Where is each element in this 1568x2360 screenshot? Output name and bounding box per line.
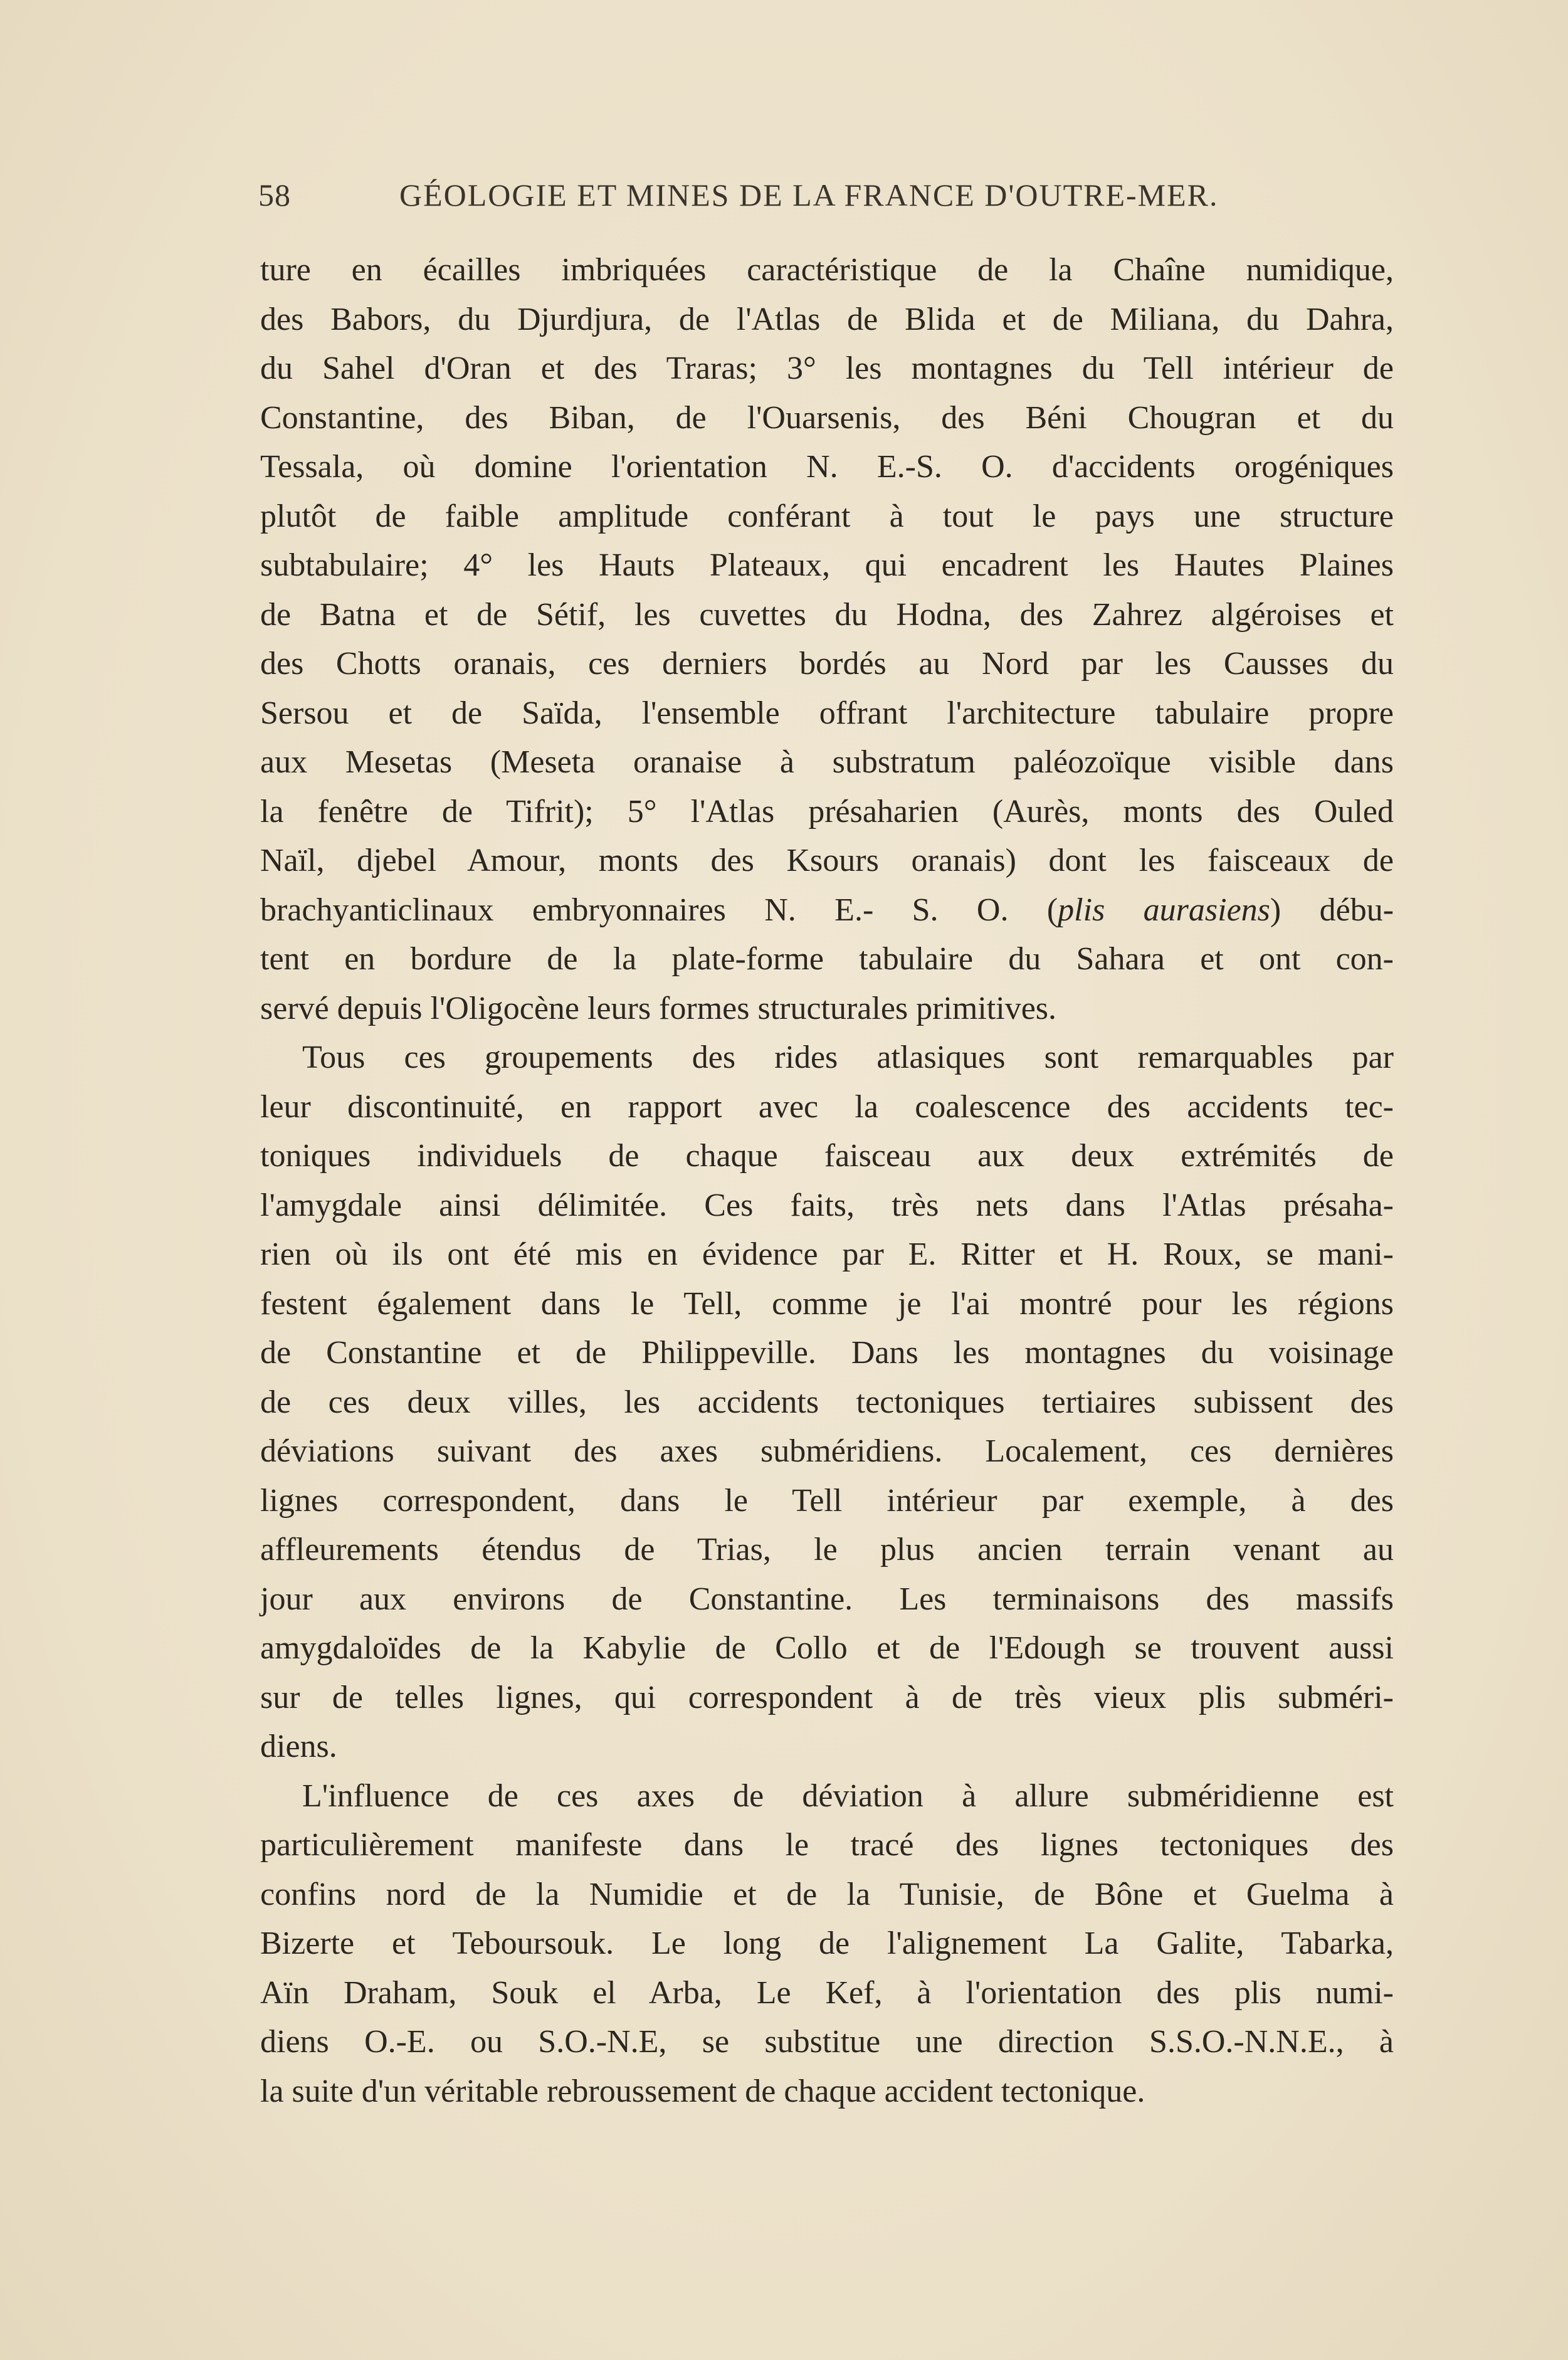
text-line: Tous ces groupements des rides atlasiques sont remarquables par: [302, 1040, 1394, 1075]
text-line: Sersou et de Saïda, l'ensemble offrant l'architecture tabulaire propre: [260, 695, 1394, 731]
text-line: des Chotts oranais, ces derniers bordés au Nord par les Causses du: [260, 646, 1394, 682]
text-line: de Constantine et de Philippeville. Dans les montagnes du voisinage: [260, 1335, 1394, 1371]
text-line: toniques individuels de chaque faisceau aux deux extrémités de: [260, 1138, 1394, 1174]
text-line: Tessala, où domine l'orientation N. E.-S. O. d'accidents orogéniques: [260, 449, 1394, 485]
paragraph: [260, 246, 1394, 1033]
text-line: amygdaloïdes de la Kabylie de Collo et de l'Edough se trouvent aussi: [260, 1630, 1394, 1666]
text-line: tent en bordure de la plate-forme tabulaire du Sahara et ont con-: [260, 941, 1394, 977]
running-header: [258, 177, 1236, 221]
text-line: aux Mesetas (Meseta oranaise à substratum paléozoïque visible dans: [260, 744, 1394, 780]
text-line: leur discontinuité, en rapport avec la coalescence des accidents tec-: [260, 1088, 1394, 1125]
text-line: rien où ils ont été mis en évidence par E. Ritter et H. Roux, se mani-: [260, 1236, 1394, 1272]
text-line: Naïl, djebel Amour, monts des Ksours oranais) dont les faisceaux de: [260, 843, 1394, 878]
text-line: l'amygdale ainsi délimitée. Ces faits, très nets dans l'Atlas présaha-: [260, 1187, 1394, 1223]
text-line: de ces deux villes, les accidents tectoniques tertiaires subissent des: [260, 1384, 1394, 1420]
text-line: diens O.-E. ou S.O.-N.E, se substitue une direction S.S.O.-N.N.E., à: [260, 2024, 1394, 2060]
text-line: lignes correspondent, dans le Tell intérieur par exemple, à des: [260, 1482, 1394, 1519]
text-line: subtabulaire; 4° les Hauts Plateaux, qui encadrent les Hautes Plaines: [260, 547, 1394, 583]
page-number: 58: [258, 177, 291, 213]
text-line: particulièrement manifeste dans le tracé des lignes tectoniques des: [260, 1827, 1394, 1863]
text-line: ture en écailles imbriquées caractéristique de la Chaîne numidique,: [260, 252, 1394, 288]
italic-term: plis aurasiens: [1058, 892, 1270, 928]
running-title: GÉOLOGIE ET MINES DE LA FRANCE D'OUTRE-MER.: [399, 177, 1219, 213]
text-line: plutôt de faible amplitude conférant à tout le pays une structure: [260, 498, 1394, 534]
text-line: sur de telles lignes, qui correspondent à de très vieux plis subméri-: [260, 1679, 1394, 1715]
text-line: du Sahel d'Oran et des Traras; 3° les montagnes du Tell intérieur de: [260, 350, 1394, 386]
text-line: Constantine, des Biban, de l'Ouarsenis, des Béni Chougran et du: [260, 399, 1394, 436]
text-line: brachyanticlinaux embryonnaires N. E.- S. O. (plis aurasiens) débu-: [260, 892, 1394, 928]
text-line: de Batna et de Sétif, les cuvettes du Hodna, des Zahrez algéroises et: [260, 596, 1394, 633]
text-line: des Babors, du Djurdjura, de l'Atlas de Blida et de Miliana, du Dahra,: [260, 301, 1394, 337]
paragraph: [260, 1772, 1394, 2117]
text-line: la fenêtre de Tifrit); 5° l'Atlas présaharien (Aurès, monts des Ouled: [260, 793, 1394, 830]
text-line: la suite d'un véritable rebroussement de chaque accident tectonique.: [260, 2073, 1145, 2109]
text-line: confins nord de la Numidie et de la Tunisie, de Bône et Guelma à: [260, 1876, 1394, 1912]
text-line: jour aux environs de Constantine. Les terminaisons des massifs: [260, 1581, 1394, 1617]
text-line: L'influence de ces axes de déviation à allure subméridienne est: [302, 1778, 1394, 1814]
text-line: servé depuis l'Oligocène leurs formes structurales primitives.: [260, 990, 1057, 1026]
text-line: affleurements étendus de Trias, le plus ancien terrain venant au: [260, 1532, 1394, 1567]
text-line: diens.: [260, 1729, 337, 1764]
body-text: [260, 246, 1394, 2116]
text-line: Bizerte et Teboursouk. Le long de l'alignement La Galite, Tabarka,: [260, 1925, 1394, 1961]
text-line: déviations suivant des axes subméridiens. Localement, ces dernières: [260, 1433, 1394, 1469]
text-line: festent également dans le Tell, comme je l'ai montré pour les régions: [260, 1285, 1394, 1322]
paragraph: [260, 1033, 1394, 1772]
text-line: Aïn Draham, Souk el Arba, Le Kef, à l'orientation des plis numi-: [260, 1974, 1394, 2011]
